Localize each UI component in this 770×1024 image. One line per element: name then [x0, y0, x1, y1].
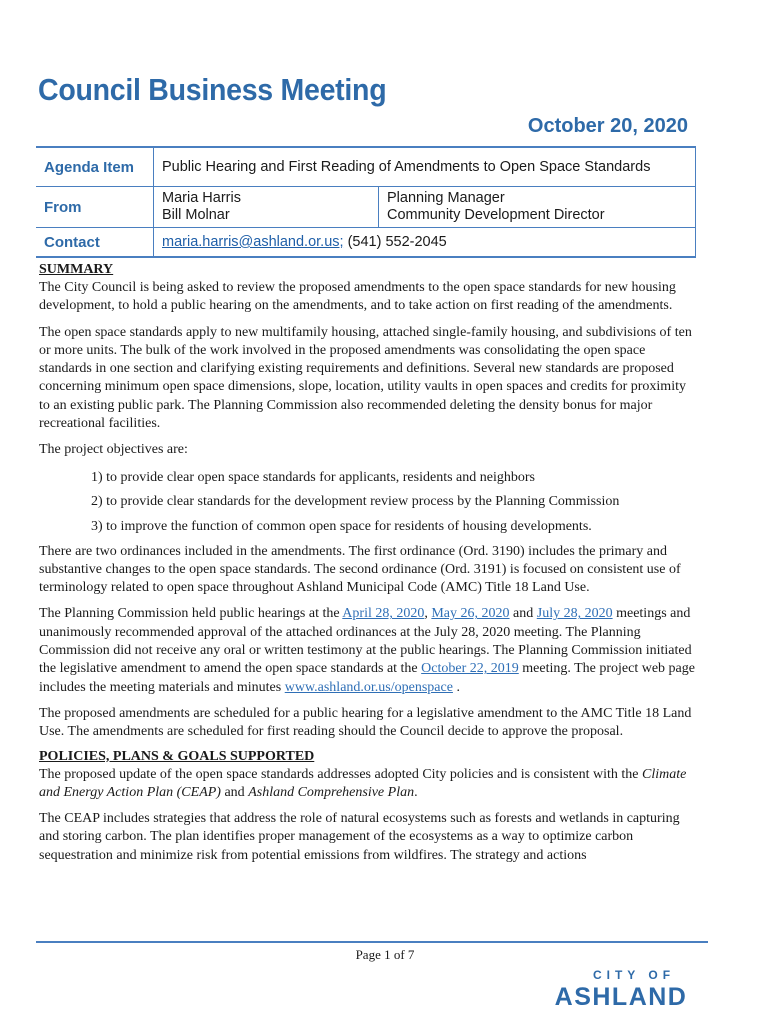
policies-paragraph-1 [39, 766, 695, 803]
p4-text-c: and [509, 606, 537, 622]
agenda-item-label: Agenda Item [36, 147, 154, 187]
agenda-item-value: Public Hearing and First Reading of Amendments to Open Space Standards [154, 147, 696, 187]
document-body [39, 261, 695, 873]
p4-text-a: The Planning Commission held public hearings at the [39, 606, 343, 622]
policies-paragraph-2: The CEAP includes strategies that address the role of natural ecosystems such as forests and wetlands in capturing and storing carbon. The plan identifies proper management of the ecosystems as a way to optimize carbon sequestration and minimize risk from potential emissions from wildfires. The strategy and actions [39, 811, 680, 863]
objective-item-3: 3) to improve the function of common open space for residents of housing developments. [91, 519, 592, 535]
p4-text-b: , [424, 606, 432, 622]
link-project-web-page[interactable]: www.ashland.or.us/openspace [284, 679, 453, 695]
from-names [154, 187, 379, 228]
city-of-ashland-logo [536, 966, 706, 1010]
p4-text-f: . [452, 679, 460, 695]
summary-paragraph-5: The proposed amendments are scheduled for a public hearing for a legislative amendment to the AMC Title 18 Land Use. The amendments are scheduled for first reading should the Council decide to approve the proposal. [39, 705, 692, 740]
summary-paragraph-1: The City Council is being asked to review the proposed amendments to the open space standards for new housing development, to hold a public hearing on the amendments, and to take action on first reading of the amendments. [39, 280, 676, 314]
pol-text-c: . [414, 784, 418, 800]
pol-text-a: The proposed update of the open space standards addresses adopted City policies and is consistent with the [39, 766, 643, 782]
p4-text-e: meeting. The project web page includes the meeting materials and minutes [39, 661, 695, 695]
ceap-title: Climate and Energy Action Plan (CEAP) [39, 766, 687, 800]
comprehensive-plan-title: Ashland Comprehensive Plan [248, 784, 415, 800]
link-may-26-2020[interactable]: May 26, 2020 [431, 606, 510, 622]
agenda-item-row [36, 147, 696, 187]
pol-text-b: and [220, 784, 249, 800]
contact-label: Contact [36, 228, 154, 258]
policies-heading: POLICIES, PLANS & GOALS SUPPORTED [39, 748, 315, 764]
objective-item-2: 2) to provide clear standards for the development review process by the Planning Commission [91, 494, 620, 510]
summary-heading: SUMMARY [39, 262, 114, 277]
page-title: Council Business Meeting [38, 72, 387, 107]
objective-item-1: 1) to provide clear open space standards for applicants, residents and neighbors [91, 469, 535, 485]
contact-phone: (541) 552-2045 [343, 234, 447, 250]
summary-paragraph-3: There are two ordinances included in the amendments. The first ordinance (Ord. 3190) includes the primary and substantive changes to the open space standards. The second ordinance (Ord. 3191) is focused on consistent use of terminology related to open space throughout Ashland Municipal Code (AMC) Title 18 Land Use. [39, 543, 681, 596]
link-april-28-2020[interactable]: April 28, 2020 [342, 606, 425, 622]
from-title-2: Community Development Director [387, 207, 605, 223]
objectives-intro: The project objectives are: [39, 442, 188, 458]
link-july-28-2020[interactable]: July 28, 2020 [536, 606, 613, 622]
from-titles [379, 187, 696, 228]
from-name-1: Maria Harris [162, 190, 241, 206]
logo-ashland-text: ASHLAND [554, 983, 688, 1010]
link-october-22-2019[interactable]: October 22, 2019 [421, 661, 519, 677]
from-row [36, 187, 696, 228]
page-number: Page 1 of 7 [355, 947, 415, 962]
contact-row [36, 228, 696, 258]
from-label: From [36, 187, 154, 228]
from-title-1: Planning Manager [387, 190, 505, 206]
agenda-info-table [36, 146, 696, 258]
from-name-2: Bill Molnar [162, 207, 230, 223]
summary-paragraph-2: The open space standards apply to new multifamily housing, attached single-family housing, and subdivisions of ten or more units. The bulk of the work involved in the proposed amendments was consolidating the open space standards in one section and clarifying existing requirements and definitions. Several new standards are proposed concerning minimum open space dimensions, slope, location, utility vaults in open spaces and credits for proximity to an existing public park. The Planning Commission also recommended deleting the density bonus for major recreational facilities. [39, 324, 692, 432]
meeting-date: October 20, 2020 [527, 115, 688, 137]
footer-divider [36, 941, 708, 943]
logo-city-of-text: CITY OF [592, 968, 676, 982]
p4-text-d: meetings and unanimously recommended approval of the attached ordinances at the July 28, 2020 meeting. The Planning Commission did not receive any oral or written testimony at the public hearings. The Planning Commission initiated the legislative amendment to amend the open space standards at the [39, 606, 692, 677]
contact-value [154, 228, 696, 258]
summary-paragraph-4 [39, 605, 695, 696]
contact-email-link[interactable]: maria.harris@ashland.or.us; [162, 234, 344, 250]
